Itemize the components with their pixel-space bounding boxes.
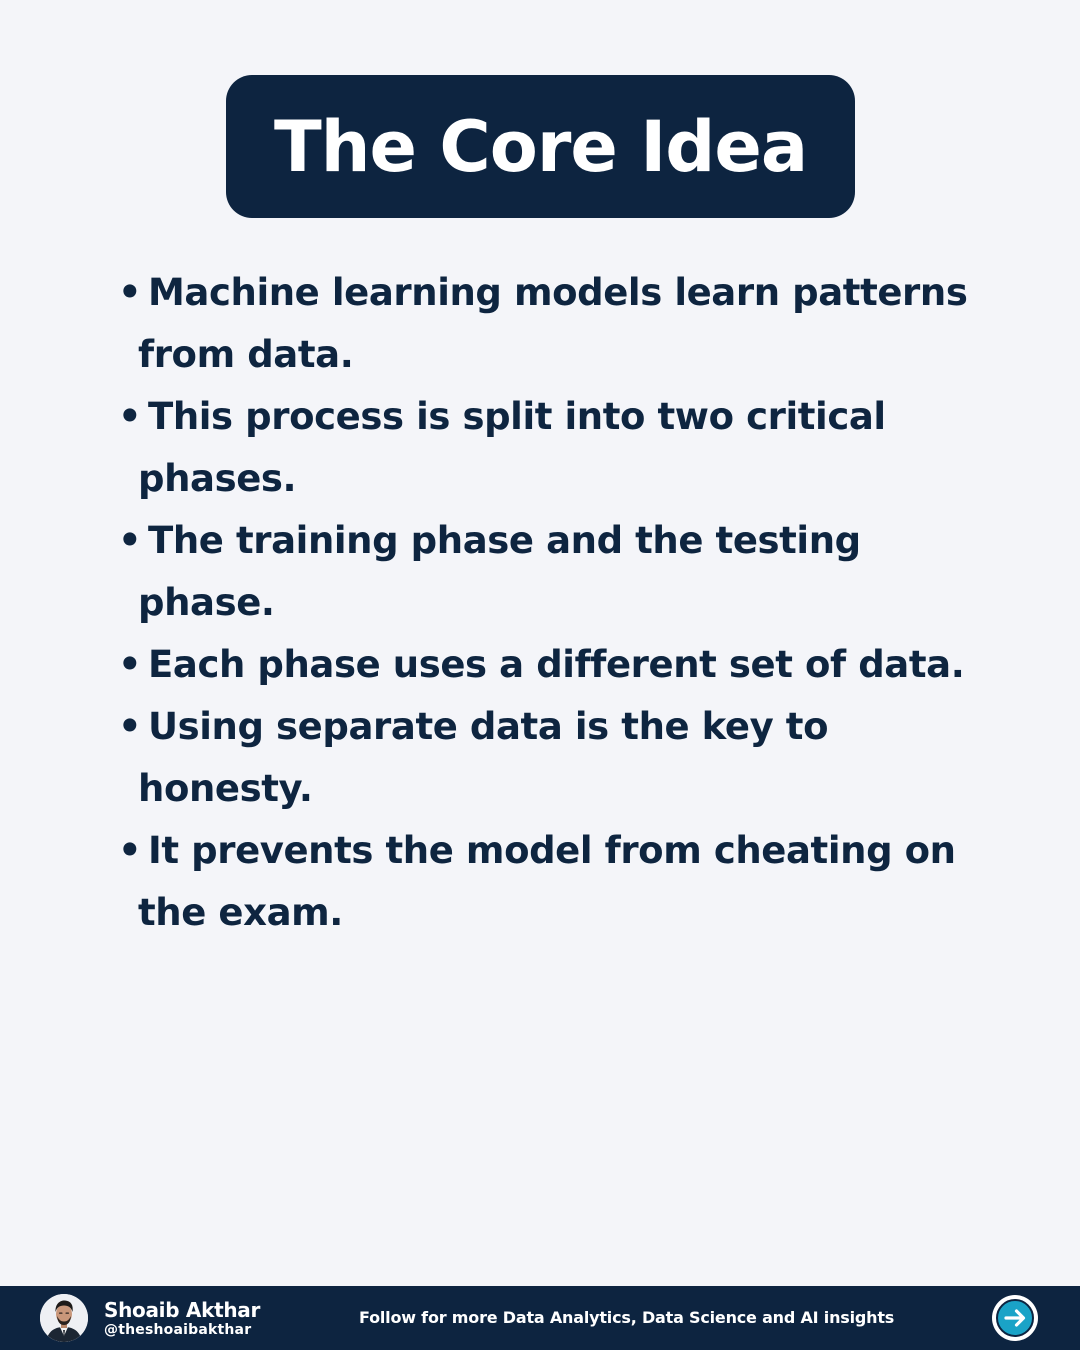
bullet-text: Each phase uses a different set of data.	[148, 643, 965, 686]
author-handle[interactable]: @theshoaibakthar	[104, 1322, 252, 1338]
bullet-list	[118, 262, 988, 944]
bullet-marker: •	[118, 829, 142, 872]
bullet-marker: •	[118, 519, 142, 562]
follow-tagline: Follow for more Data Analytics, Data Science and AI insights	[359, 1308, 895, 1327]
bullet-marker: •	[118, 271, 142, 314]
bullet-text: This process is split into two critical phases.	[138, 395, 886, 500]
list-item	[118, 386, 988, 510]
avatar-portrait-icon	[40, 1294, 88, 1342]
list-item	[118, 262, 988, 386]
avatar[interactable]	[40, 1294, 88, 1342]
bullet-text: Using separate data is the key to honesty.	[138, 705, 829, 810]
bullet-marker: •	[118, 705, 142, 748]
bullet-text: It prevents the model from cheating on the exam.	[138, 829, 956, 934]
bullet-marker: •	[118, 395, 142, 438]
list-item	[118, 820, 988, 944]
list-item	[118, 634, 988, 696]
bullet-text: The training phase and the testing phase.	[138, 519, 861, 624]
author-name: Shoaib Akthar	[104, 1298, 261, 1322]
bullet-text: Machine learning models learn patterns from data.	[138, 271, 968, 376]
page-title: The Core Idea	[273, 105, 808, 188]
list-item	[118, 510, 988, 634]
next-slide-button[interactable]	[992, 1295, 1038, 1341]
bullet-marker: •	[118, 643, 142, 686]
arrow-right-icon	[992, 1295, 1038, 1341]
footer-bar	[0, 1286, 1080, 1350]
list-item	[118, 696, 988, 820]
title-banner	[226, 75, 855, 218]
